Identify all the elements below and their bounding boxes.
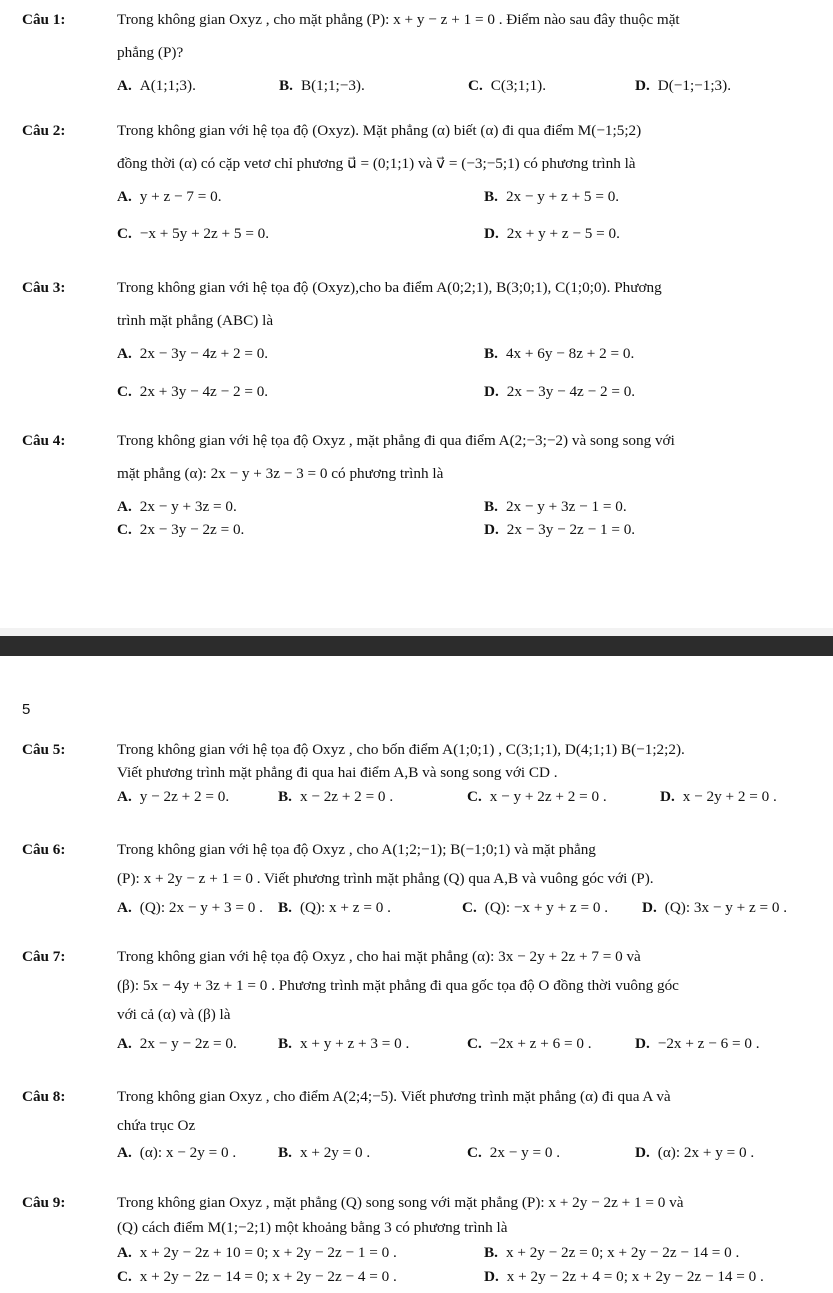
option-d[interactable]: D. −2x + z − 6 = 0 . [635, 1035, 760, 1052]
option-b[interactable]: B. x − 2z + 2 = 0 . [278, 788, 394, 805]
option-a[interactable]: A. y − 2z + 2 = 0. [117, 788, 230, 805]
answer-options [117, 1034, 819, 1054]
question-5 [22, 740, 819, 807]
option-a[interactable]: A. x + 2y − 2z + 10 = 0; x + 2y − 2z − 1 = 0 . [117, 1244, 397, 1261]
answer-options [117, 344, 819, 364]
question-label: Câu 8: [22, 1088, 66, 1105]
option-c[interactable]: C. −x + 5y + 2z + 5 = 0. [117, 225, 270, 242]
question-6 [22, 840, 819, 918]
answer-options [117, 187, 819, 207]
option-a[interactable]: A. A(1;1;3). [117, 77, 196, 94]
question-label: Câu 6: [22, 841, 66, 858]
option-a[interactable]: A. 2x − y + 3z = 0. [117, 498, 237, 515]
answer-options [117, 787, 819, 807]
option-a[interactable]: A. (Q): 2x − y + 3 = 0 . [117, 899, 263, 916]
question-label: Câu 7: [22, 948, 66, 965]
question-label: Câu 2: [22, 122, 66, 139]
question-label: Câu 5: [22, 741, 66, 758]
page-number: 5 [22, 701, 31, 718]
question-3 [22, 278, 819, 402]
answer-options [117, 520, 819, 540]
option-a[interactable]: A. 2x − y − 2z = 0. [117, 1035, 237, 1052]
option-d[interactable]: D. (α): 2x + y = 0 . [635, 1144, 755, 1161]
question-stem: Trong không gian với hệ tọa độ Oxyz , cho A(1;2;−1); B(−1;0;1) và mặt phẳng (P): x + 2y − z + 1 = 0 . Viết phương trình mặt phẳng (Q) qua A,B và vuông góc với (P). [117, 841, 654, 887]
option-b[interactable]: B. x + 2y = 0 . [278, 1144, 371, 1161]
question-stem: Trong không gian với hệ tọa độ Oxyz , cho hai mặt phẳng (α): 3x − 2y + 2z + 7 = 0 và (β): 5x − 4y + 3z + 1 = 0 . Phương trình mặt phẳng đi qua gốc tọa độ O đồng thời vuông góc với cả (α) và (β) là [117, 948, 679, 1023]
answer-options [117, 497, 819, 517]
option-b[interactable]: B. B(1;1;−3). [279, 77, 365, 94]
question-4 [22, 431, 819, 540]
question-1 [22, 10, 819, 96]
option-d[interactable]: D. D(−1;−1;3). [635, 77, 731, 94]
page-separator-band [0, 636, 833, 656]
question-stem: Trong không gian với hệ tọa độ Oxyz , cho bốn điểm A(1;0;1) , C(3;1;1), D(4;1;1) B(−1;2;2). Viết phương trình mặt phẳng đi qua hai điểm A,B và song song với CD . [117, 741, 685, 781]
option-a[interactable]: A. 2x − 3y − 4z + 2 = 0. [117, 345, 269, 362]
question-2 [22, 121, 819, 244]
option-c[interactable]: C. x + 2y − 2z − 14 = 0; x + 2y − 2z − 4 = 0 . [117, 1268, 397, 1285]
answer-options [117, 1143, 819, 1163]
question-label: Câu 1: [22, 11, 66, 28]
question-stem: Trong không gian Oxyz , cho mặt phẳng (P): x + y − z + 1 = 0 . Điểm nào sau đây thuộc mặt phẳng (P)? [117, 11, 680, 61]
option-b[interactable]: B. 2x − y + 3z − 1 = 0. [484, 498, 627, 515]
worksheet-page-lower [0, 657, 833, 1293]
option-d[interactable]: D. x − 2y + 2 = 0 . [660, 788, 777, 805]
question-7 [22, 947, 819, 1054]
question-9 [22, 1193, 819, 1287]
question-8 [22, 1087, 819, 1163]
option-c[interactable]: C. −2x + z + 6 = 0 . [467, 1035, 592, 1052]
option-a[interactable]: A. (α): x − 2y = 0 . [117, 1144, 237, 1161]
answer-options [117, 898, 819, 918]
option-d[interactable]: D. x + 2y − 2z + 4 = 0; x + 2y − 2z − 14 = 0 . [484, 1268, 764, 1285]
option-c[interactable]: C. (Q): −x + y + z = 0 . [462, 899, 609, 916]
answer-options [117, 1267, 819, 1287]
option-c[interactable]: C. 2x − y = 0 . [467, 1144, 561, 1161]
answer-options [117, 76, 819, 96]
answer-options [117, 382, 819, 402]
question-stem: Trong không gian với hệ tọa độ (Oxyz),cho ba điểm A(0;2;1), B(3;0;1), C(1;0;0). Phương trình mặt phẳng (ABC) là [117, 279, 662, 329]
option-b[interactable]: B. x + y + z + 3 = 0 . [278, 1035, 410, 1052]
question-label: Câu 4: [22, 432, 66, 449]
option-d[interactable]: D. 2x − 3y − 2z − 1 = 0. [484, 521, 636, 538]
option-b[interactable]: B. 2x − y + z + 5 = 0. [484, 188, 620, 205]
question-stem: Trong không gian Oxyz , cho điểm A(2;4;−5). Viết phương trình mặt phẳng (α) đi qua A và chứa trục Oz [117, 1088, 671, 1134]
option-c[interactable]: C. 2x + 3y − 4z − 2 = 0. [117, 383, 269, 400]
question-stem: Trong không gian với hệ tọa độ Oxyz , mặt phẳng đi qua điểm A(2;−3;−2) và song song với mặt phẳng (α): 2x − y + 3z − 3 = 0 có phương trình là [117, 432, 675, 482]
question-label: Câu 9: [22, 1194, 66, 1211]
option-b[interactable]: B. 4x + 6y − 8z + 2 = 0. [484, 345, 635, 362]
option-d[interactable]: D. (Q): 3x − y + z = 0 . [642, 899, 788, 916]
option-c[interactable]: C. x − y + 2z + 2 = 0 . [467, 788, 607, 805]
option-b[interactable]: B. x + 2y − 2z = 0; x + 2y − 2z − 14 = 0 . [484, 1244, 740, 1261]
question-stem: Trong không gian Oxyz , mặt phẳng (Q) song song với mặt phẳng (P): x + 2y − 2z + 1 = 0 và (Q) cách điểm M(1;−2;1) một khoảng bằng 3 có phương trình là [117, 1194, 684, 1236]
question-label: Câu 3: [22, 279, 66, 296]
option-c[interactable]: C. C(3;1;1). [468, 77, 547, 94]
answer-options [117, 224, 819, 244]
option-a[interactable]: A. y + z − 7 = 0. [117, 188, 222, 205]
option-d[interactable]: D. 2x − 3y − 4z − 2 = 0. [484, 383, 636, 400]
worksheet-page-upper [0, 0, 833, 628]
option-c[interactable]: C. 2x − 3y − 2z = 0. [117, 521, 245, 538]
page-gap [0, 628, 833, 636]
option-b[interactable]: B. (Q): x + z = 0 . [278, 899, 391, 916]
answer-options [117, 1243, 819, 1263]
question-stem: Trong không gian với hệ tọa độ (Oxyz). Mặt phẳng (α) biết (α) đi qua điểm M(−1;5;2) đồng thời (α) có cặp vetơ chỉ phương u⃗ = (0;1;1) và v⃗ = (−3;−5;1) có phương trình là [117, 122, 642, 172]
option-d[interactable]: D. 2x + y + z − 5 = 0. [484, 225, 620, 242]
